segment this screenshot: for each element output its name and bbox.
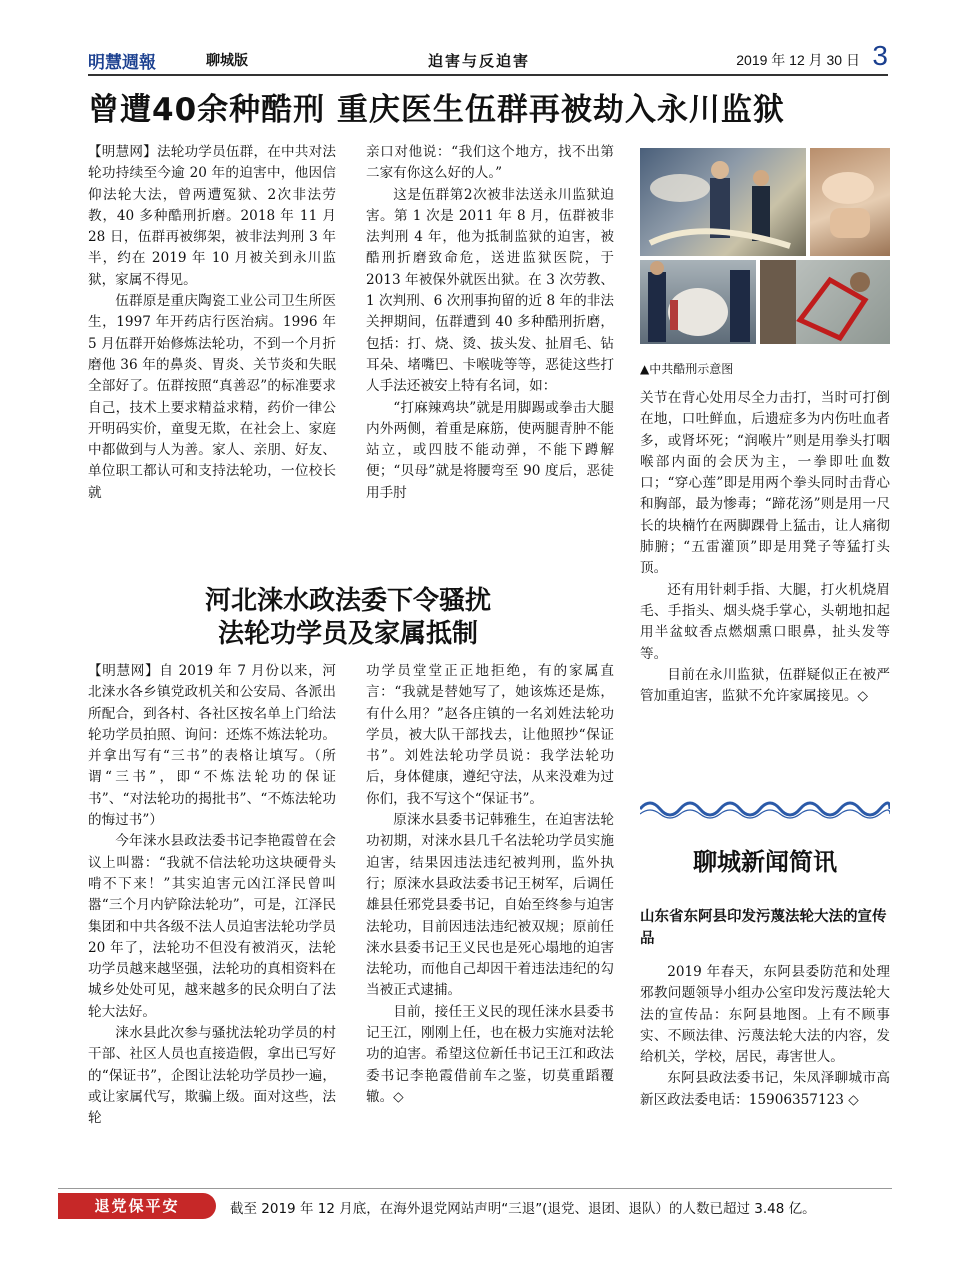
- illustration-painting: [640, 148, 806, 256]
- article2-col2: [366, 661, 614, 1108]
- edition-label: 聊城版: [206, 53, 248, 69]
- page-header: [88, 40, 888, 76]
- article2-col1: [88, 661, 336, 1130]
- illustration-caption: ▲中共酷刑示意图: [640, 362, 734, 376]
- article1-paragraph: 伍群原是重庆陶瓷工业公司卫生所医生，1997 年开药店行医治病。1996 年 5 月伍群开始修炼法轮功，不到一个月折磨他 36 年的鼻炎、胃炎、关节炎和失眠全部好了。伍群按照“真善忍”的标准要求自己，技术上要求精益求精，药价一律公开明码实价，童叟无欺，在社会上、家庭中都做到与人为善。家人、亲朋、好友、单位职工都认可和支持法轮功，一位校长就: [88, 293, 336, 501]
- news-paragraph: 2019 年春天，东阿县委防范和处理邪教问题领导小组办公室印发污蔑法轮大法的宣传品：东阿县地图。上有不顾事实、不顾法律、污蔑法轮大法的内容，发给机关，学校，居民，毒害世人。: [640, 964, 890, 1066]
- article1-paragraph: 关节在背心处用尽全力击打，当时可打倒在地，口吐鲜血，后遗症多为内伤吐血者多，或肾坏死；“润喉片”则是用拳头打咽喉部内面的会厌为主，一拳即吐血数口；“穿心莲”即是用两个拳头同时击背心和胸部，最为惨毒；“蹄花汤”则是用一尺长的块楠竹在两脚踝骨上猛击，让人痛彻肺腑；“五雷灌顶”即是用凳子等猛打头顶。: [640, 390, 890, 577]
- page-number: 3: [872, 40, 888, 71]
- article1-paragraph: 还有用针刺手指、大腿，打火机烧眉毛、手指头、烟头烧手掌心，头朝地扣起用半盆蚊香点燃烟熏口眼鼻，扯头发等等。: [640, 581, 890, 662]
- wave-divider: [640, 798, 890, 820]
- article2-paragraph: 今年涞水县政法委书记李艳霞曾在会议上叫嚣：“我就不信法轮功这块硬骨头啃不下来！”其实迫害元凶江泽民曾叫嚣“三个月内铲除法轮功”，可是，江泽民集团和中共各级不法人员迫害法轮功学员 20 年了，法轮功不但没有被消灭，法轮功学员越来越坚强，法轮功的真相资料在城乡处处可见，越来越多的民众明白了法轮大法好。: [88, 833, 336, 1020]
- illustration-hand-photo: [810, 148, 890, 256]
- article1-paragraph: 亲口对他说：“我们这个地方，找不出第二家有你这么好的人。”: [366, 144, 614, 182]
- news-subtitle: 山东省东阿县印发污蔑法轮大法的宣传品: [640, 909, 887, 947]
- section-title: 迫害与反迫害: [428, 52, 531, 70]
- article2-headline: [88, 585, 608, 651]
- article1-paragraph: 目前在永川监狱，伍群疑似正在被严管加重迫害，监狱不允许家属接见。◇: [640, 666, 890, 705]
- news-paragraph: 东阿县政法委书记，朱凤泽聊城市高新区政法委电话：15906357123 ◇: [640, 1070, 890, 1108]
- page-footer: [58, 1188, 892, 1223]
- torture-illustrations: [640, 148, 890, 344]
- quit-party-stamp: 退党保平安: [58, 1193, 216, 1219]
- article1-headline: 曾遭40余种酷刑 重庆医生伍群再被劫入永川监狱: [88, 92, 785, 128]
- news-body: [640, 962, 890, 1111]
- article1-col3: [640, 388, 890, 707]
- footer-statement: 截至 2019 年 12 月底，在海外退党网站声明“三退”(退党、退团、退队）的人数已超过 3.48 亿。: [230, 1201, 816, 1217]
- article2-paragraph: 涞水县此次参与骚扰法轮功学员的村干部、社区人员也直接造假，拿出已写好的“保证书”，企图让法轮功学员抄一遍，或让家属代写，欺骗上级。面对这些，法轮: [88, 1025, 336, 1127]
- article2-paragraph: 功学员堂堂正正地拒绝，有的家属直言：“我就是替她写了，她该炼还是炼，有什么用？”赵各庄镇的一名刘姓法轮功学员，被大队干部找去，让他照抄“保证书”。刘姓法轮功学员说：我学法轮功后，身体健康，遵纪守法，从来没难为过你们，我不写这个“保证书”。: [366, 663, 614, 807]
- article2-paragraph: 原涞水县委书记韩雅生，在迫害法轮功初期，对涞水县几千名法轮功学员实施迫害，结果因违法违纪被判刑，监外执行；原涞水县政法委书记王树军，后调任雄县任邪党县委书记，自始至终参与迫害法轮功，目前因违法违纪被双规；原前任涞水县委书记王义民也是死心塌地的迫害法轮功，而他自己却因干着违法违纪的勾当被正式逮捕。: [366, 812, 614, 999]
- illustration-police-scene: [640, 260, 756, 344]
- article1-col2: [366, 142, 614, 504]
- issue-date: 2019 年 12 月 30 日: [736, 52, 860, 68]
- article1-col1: [88, 142, 336, 504]
- article2-paragraph: 【明慧网】自 2019 年 7 月份以来，河北涞水各乡镇党政机关和公安局、各派出所配合，到各村、各社区按名单上门给法轮功学员拍照、询问：还炼不炼法轮功。并拿出写有“三书”的表格让填写。（所谓“三书”，即“不炼法轮功的保证书”、“对法轮功的揭批书”、“不炼法轮功的悔过书”）: [88, 663, 336, 829]
- article1-paragraph: “打麻辣鸡块”就是用脚踢或拳击大腿内外两侧，着重是麻筋，使两腿青肿不能站立，或四肢不能动弹，不能下蹲解便；“贝母”就是将腰弯至 90 度后，恶徒用手肘: [366, 399, 614, 501]
- article1-paragraph: 这是伍群第2次被非法送永川监狱迫害。第 1 次是 2011 年 8 月，伍群被非法判刑 4 年，他为抵制监狱的迫害，被酷刑折磨致命危，送进监狱医院，于 2013 年被保外就医出狱。在 3 次劳教、1 次判刑、6 次刑事拘留的近 8 年的非法关押期间，伍群遭到 40 多种酷刑折磨，包括：打、烧、烫、拔头发、扯眉毛、钻耳朵、堵嘴巴、卡喉咙等等，恶徒这些打人手法还被安上特有名词，如：: [366, 186, 614, 395]
- news-section-title: 聊城新闻简讯: [693, 848, 837, 876]
- article2-headline-line2: 法轮功学员及家属抵制: [217, 619, 478, 649]
- article2-headline-line1: 河北涞水政法委下令骚扰: [204, 586, 491, 616]
- illustration-chair-torture: [760, 260, 890, 344]
- article1-paragraph: 【明慧网】法轮功学员伍群，在中共对法轮功持续至今逾 20 年的迫害中，他因信仰法轮大法，曾两遭冤狱、2次非法劳教，40 多种酷刑折磨。2018 年 11 月 28 日，伍群再被绑架，被非法判刑 3 年半，约在 2019 年 10 月被关到永川监狱，家属不得见。: [88, 144, 336, 288]
- newspaper-brand: 明慧週報: [88, 53, 156, 73]
- article2-paragraph: 目前，接任王义民的现任涞水县委书记王江，刚刚上任，也在极力实施对法轮功的迫害。希望这位新任书记王江和政法委书记李艳霞借前车之鉴，切莫重蹈覆辙。◇: [366, 1003, 614, 1105]
